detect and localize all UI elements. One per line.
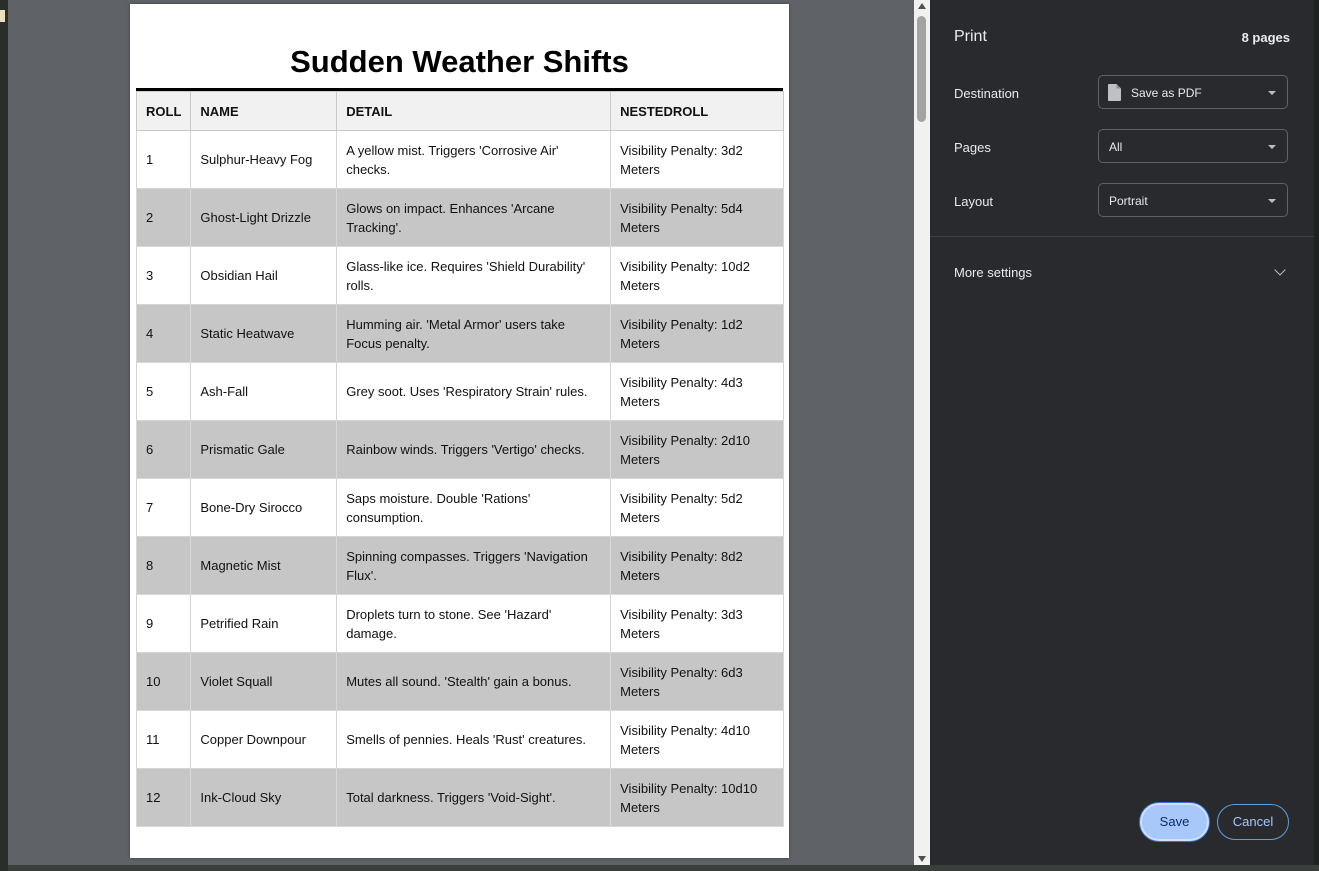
window-bottom-edge xyxy=(8,865,1319,871)
cell-nestedroll: Visibility Penalty: 4d3 Meters xyxy=(611,363,784,421)
cell-nestedroll: Visibility Penalty: 10d2 Meters xyxy=(611,247,784,305)
cell-detail: A yellow mist. Triggers 'Corrosive Air' checks. xyxy=(337,131,611,189)
cell-name: Ink-Cloud Sky xyxy=(191,769,337,827)
dropdown-arrow-icon xyxy=(1268,91,1276,95)
cell-detail: Mutes all sound. 'Stealth' gain a bonus. xyxy=(337,653,611,711)
cell-detail: Total darkness. Triggers 'Void-Sight'. xyxy=(337,769,611,827)
cell-roll: 6 xyxy=(137,421,191,479)
table-row xyxy=(137,421,784,479)
page-count: 8 pages xyxy=(1241,30,1290,45)
column-header-roll: ROLL xyxy=(137,92,191,131)
cell-nestedroll: Visibility Penalty: 6d3 Meters xyxy=(611,653,784,711)
background-window-fragment xyxy=(0,10,5,22)
cell-detail: Glows on impact. Enhances 'Arcane Tracking'. xyxy=(337,189,611,247)
print-title: Print xyxy=(954,28,987,45)
cell-name: Copper Downpour xyxy=(191,711,337,769)
cell-name: Static Heatwave xyxy=(191,305,337,363)
cell-roll: 10 xyxy=(137,653,191,711)
table-header-row xyxy=(137,92,784,131)
cell-name: Ash-Fall xyxy=(191,363,337,421)
cell-detail: Spinning compasses. Triggers 'Navigation Flux'. xyxy=(337,537,611,595)
table-row xyxy=(137,537,784,595)
cell-detail: Saps moisture. Double 'Rations' consumption. xyxy=(337,479,611,537)
preview-page xyxy=(130,4,789,858)
cell-roll: 11 xyxy=(137,711,191,769)
table-row xyxy=(137,247,784,305)
pages-label: Pages xyxy=(954,140,991,155)
document-title: Sudden Weather Shifts xyxy=(290,44,629,79)
cell-detail: Glass-like ice. Requires 'Shield Durability' rolls. xyxy=(337,247,611,305)
cell-detail: Humming air. 'Metal Armor' users take Focus penalty. xyxy=(337,305,611,363)
layout-label: Layout xyxy=(954,194,994,209)
cell-nestedroll: Visibility Penalty: 3d2 Meters xyxy=(611,131,784,189)
layout-select[interactable] xyxy=(1098,183,1288,217)
cell-roll: 9 xyxy=(137,595,191,653)
destination-value: Save as PDF xyxy=(1131,86,1202,100)
table-row xyxy=(137,305,784,363)
table-row xyxy=(137,479,784,537)
scroll-down-arrow-icon[interactable] xyxy=(918,856,926,862)
destination-label: Destination xyxy=(954,86,1020,101)
pages-value: All xyxy=(1109,140,1123,154)
table-row xyxy=(137,131,784,189)
cell-nestedroll: Visibility Penalty: 2d10 Meters xyxy=(611,421,784,479)
settings-divider xyxy=(930,236,1314,237)
dropdown-arrow-icon xyxy=(1268,145,1276,149)
document-icon xyxy=(1108,84,1121,101)
cell-roll: 12 xyxy=(137,769,191,827)
cell-name: Obsidian Hail xyxy=(191,247,337,305)
table-row xyxy=(137,189,784,247)
destination-select[interactable] xyxy=(1098,75,1288,109)
cell-detail: Grey soot. Uses 'Respiratory Strain' rules. xyxy=(337,363,611,421)
print-settings-panel xyxy=(930,0,1314,865)
cell-nestedroll: Visibility Penalty: 8d2 Meters xyxy=(611,537,784,595)
column-header-nestedroll: NESTEDROLL xyxy=(611,92,784,131)
table-row xyxy=(137,769,784,827)
cell-roll: 7 xyxy=(137,479,191,537)
cell-nestedroll: Visibility Penalty: 10d10 Meters xyxy=(611,769,784,827)
background-window-edge xyxy=(0,0,8,871)
cell-nestedroll: Visibility Penalty: 1d2 Meters xyxy=(611,305,784,363)
cell-detail: Rainbow winds. Triggers 'Vertigo' checks. xyxy=(337,421,611,479)
cell-name: Sulphur-Heavy Fog xyxy=(191,131,337,189)
cancel-button[interactable]: Cancel xyxy=(1217,804,1289,840)
cell-nestedroll: Visibility Penalty: 5d4 Meters xyxy=(611,189,784,247)
cell-detail: Smells of pennies. Heals 'Rust' creatures. xyxy=(337,711,611,769)
cell-nestedroll: Visibility Penalty: 5d2 Meters xyxy=(611,479,784,537)
dropdown-arrow-icon xyxy=(1268,199,1276,203)
column-header-name: NAME xyxy=(191,92,337,131)
table-row xyxy=(137,711,784,769)
scroll-up-arrow-icon[interactable] xyxy=(918,3,926,9)
cell-roll: 1 xyxy=(137,131,191,189)
table-body xyxy=(137,131,784,827)
scrollbar-thumb[interactable] xyxy=(917,16,926,122)
cell-detail: Droplets turn to stone. See 'Hazard' damage. xyxy=(337,595,611,653)
table-row xyxy=(137,363,784,421)
table-row xyxy=(137,595,784,653)
weather-table xyxy=(136,91,784,827)
cell-name: Ghost-Light Drizzle xyxy=(191,189,337,247)
cell-name: Violet Squall xyxy=(191,653,337,711)
chevron-down-icon[interactable] xyxy=(1274,264,1285,275)
cell-roll: 4 xyxy=(137,305,191,363)
cell-nestedroll: Visibility Penalty: 4d10 Meters xyxy=(611,711,784,769)
cell-name: Magnetic Mist xyxy=(191,537,337,595)
table-row xyxy=(137,653,784,711)
cell-nestedroll: Visibility Penalty: 3d3 Meters xyxy=(611,595,784,653)
save-button[interactable]: Save xyxy=(1140,803,1209,841)
cell-roll: 5 xyxy=(137,363,191,421)
pages-select[interactable] xyxy=(1098,129,1288,163)
cell-name: Prismatic Gale xyxy=(191,421,337,479)
cell-roll: 2 xyxy=(137,189,191,247)
layout-value: Portrait xyxy=(1109,194,1148,208)
cell-roll: 3 xyxy=(137,247,191,305)
cell-roll: 8 xyxy=(137,537,191,595)
cell-name: Bone-Dry Sirocco xyxy=(191,479,337,537)
more-settings-toggle[interactable]: More settings xyxy=(954,265,1033,280)
cell-name: Petrified Rain xyxy=(191,595,337,653)
preview-scrollbar[interactable] xyxy=(914,0,930,865)
column-header-detail: DETAIL xyxy=(337,92,611,131)
